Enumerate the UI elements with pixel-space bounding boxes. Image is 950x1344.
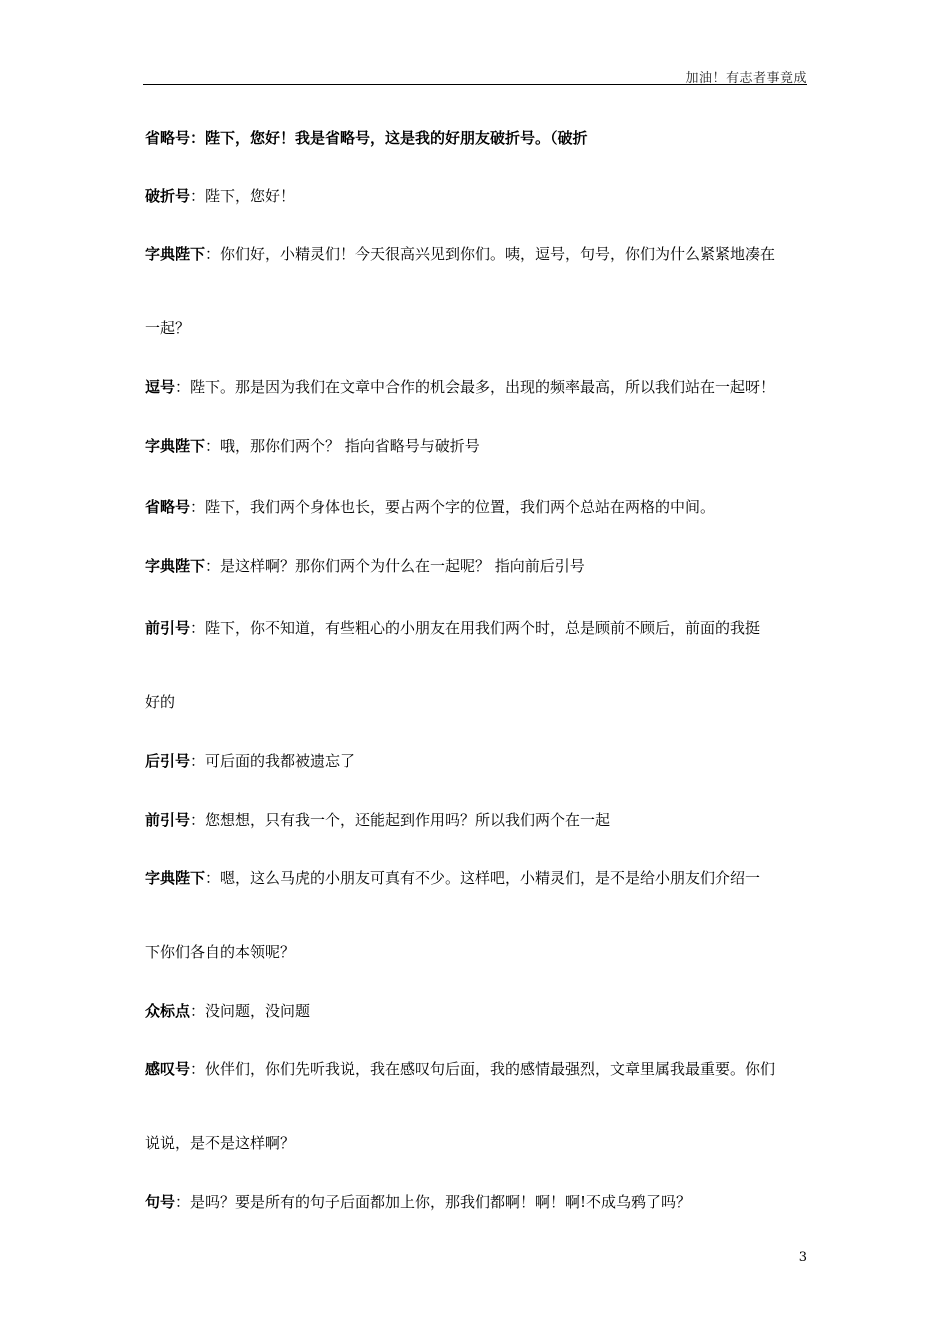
dialogue-text: ：哦，那你们两个？ 指向省略号与破折号: [205, 437, 480, 455]
speaker-name: 感叹号: [145, 1060, 191, 1078]
dialogue-line: [145, 186, 810, 206]
dialogue-line: [145, 1059, 810, 1079]
dialogue-line: [145, 318, 810, 338]
dialogue-text: 一起？: [145, 319, 191, 337]
speaker-name: 字典陛下: [145, 437, 206, 455]
dialogue-text: 陛下，您好！我是省略号，这是我的好朋友破折号。（破折: [205, 129, 588, 147]
dialogue-text: ：是吗？要是所有的句子后面都加上你，那我们都啊！啊！啊!不成乌鸦了吗？: [175, 1193, 692, 1211]
dialogue-line: [145, 868, 810, 888]
dialogue-line: [145, 1133, 810, 1153]
dialogue-text: ：您想想，只有我一个，还能起到作用吗？所以我们两个在一起: [190, 811, 611, 829]
speaker-name: 前引号: [145, 619, 191, 637]
dialogue-line: [145, 810, 810, 830]
speaker-name: 逗号: [145, 378, 176, 396]
dialogue-line: [145, 128, 810, 148]
dialogue-line: [145, 497, 810, 517]
speaker-name: 后引号: [145, 752, 191, 770]
header-divider: [143, 84, 807, 85]
speaker-name: 句号: [145, 1193, 176, 1211]
speaker-name: 省略号：: [145, 129, 206, 147]
dialogue-text: ：伙伴们，你们先听我说，我在感叹句后面，我的感情最强烈，文章里属我最重要。你们: [190, 1060, 776, 1078]
dialogue-text: ：没问题，没问题: [190, 1002, 311, 1020]
dialogue-text: 下你们各自的本领呢？: [145, 943, 296, 961]
dialogue-line: [145, 436, 810, 456]
dialogue-text: ：陛下，您好！: [190, 187, 296, 205]
dialogue-text: ：嗯，这么马虎的小朋友可真有不少。这样吧，小精灵们，是不是给小朋友们介绍一: [205, 869, 761, 887]
dialogue-text: ：陛下。那是因为我们在文章中合作的机会最多，出现的频率最高，所以我们站在一起呀！: [175, 378, 776, 396]
dialogue-text: ：是这样啊？那你们两个为什么在一起呢？ 指向前后引号: [205, 557, 585, 575]
dialogue-text: ：你们好，小精灵们！今天很高兴见到你们。咦，逗号，句号，你们为什么紧紧地凑在: [205, 245, 776, 263]
speaker-name: 省略号: [145, 498, 191, 516]
dialogue-line: [145, 751, 810, 771]
header-motto: 加油！有志者事竟成: [685, 71, 807, 86]
dialogue-text: ：可后面的我都被遗忘了: [190, 752, 356, 770]
dialogue-line: [145, 377, 810, 397]
dialogue-text: 好的: [145, 693, 176, 711]
dialogue-line: [145, 1192, 810, 1212]
dialogue-text: ：陛下，我们两个身体也长，要占两个字的位置，我们两个总站在两格的中间。: [190, 498, 716, 516]
speaker-name: 字典陛下: [145, 557, 206, 575]
dialogue-text: 说说，是不是这样啊？: [145, 1134, 296, 1152]
dialogue-line: [145, 618, 810, 638]
dialogue-line: [145, 556, 810, 576]
page-number: 3: [798, 1250, 807, 1265]
dialogue-line: [145, 692, 810, 712]
dialogue-text: ：陛下，你不知道，有些粗心的小朋友在用我们两个时，总是顾前不顾后，前面的我挺: [190, 619, 761, 637]
dialogue-line: [145, 244, 810, 264]
speaker-name: 破折号: [145, 187, 191, 205]
speaker-name: 字典陛下: [145, 245, 206, 263]
dialogue-line: [145, 1001, 810, 1021]
dialogue-line: [145, 942, 810, 962]
speaker-name: 前引号: [145, 811, 191, 829]
speaker-name: 众标点: [145, 1002, 191, 1020]
speaker-name: 字典陛下: [145, 869, 206, 887]
